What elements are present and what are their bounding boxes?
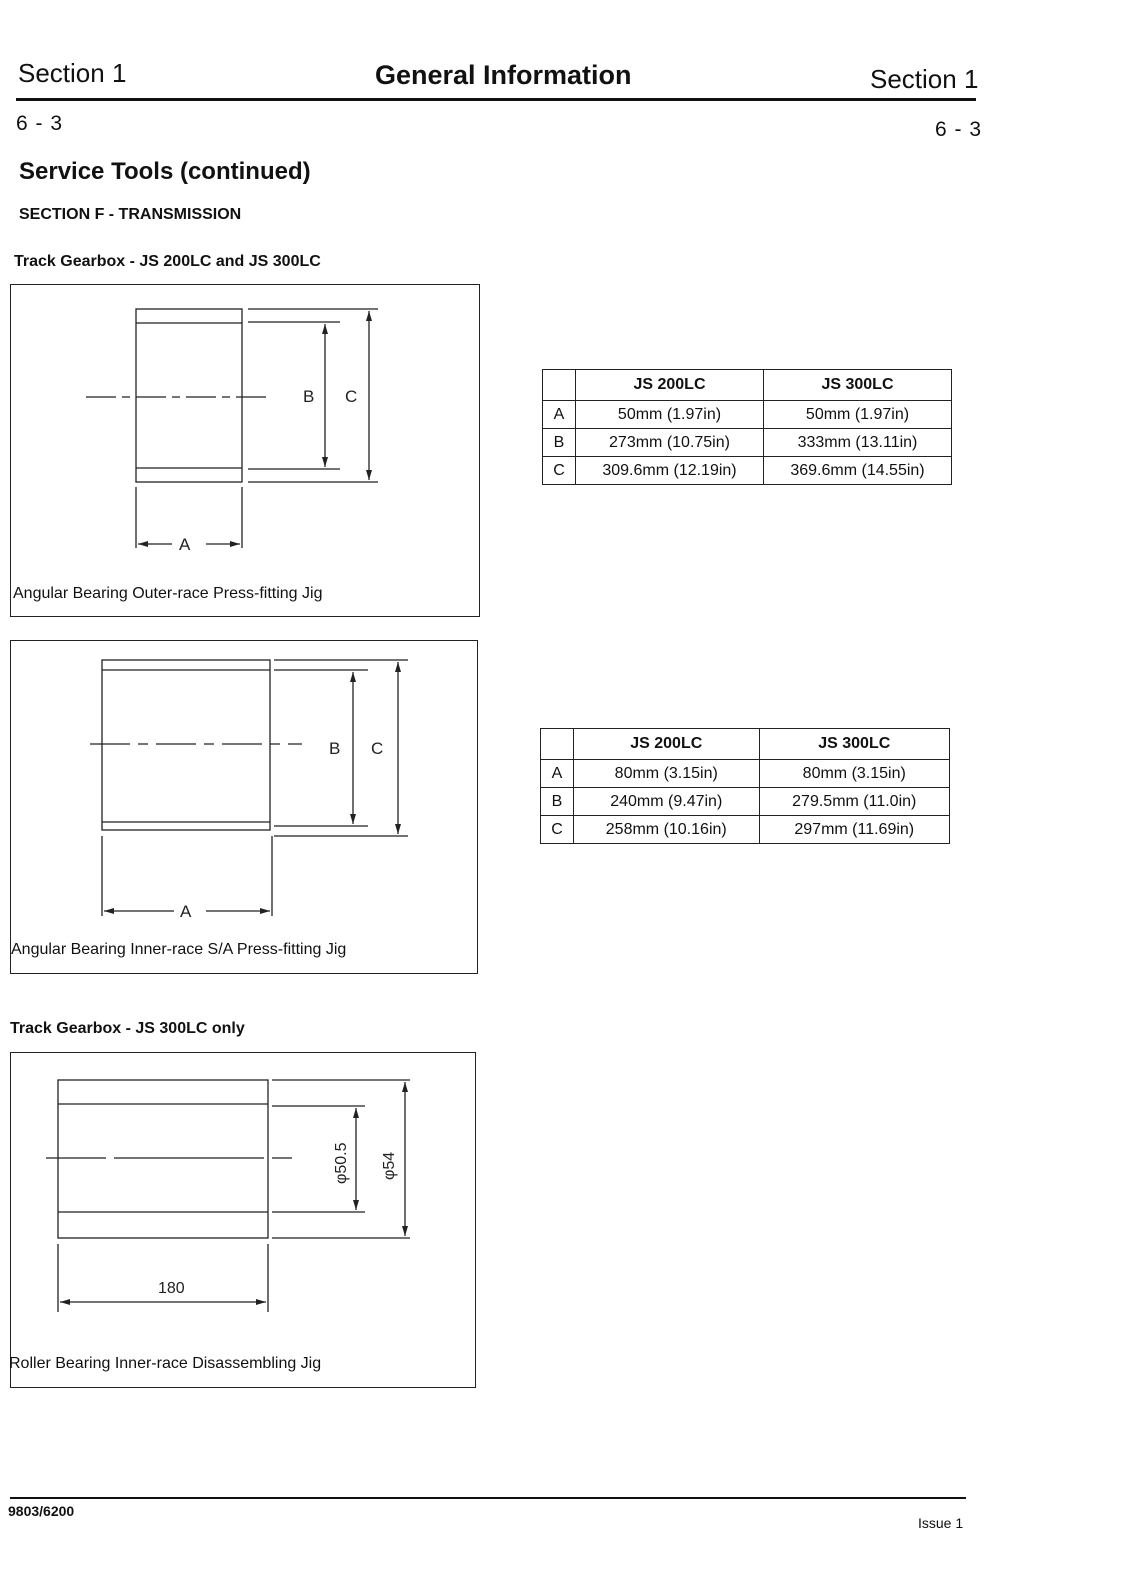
jig1-label-a: A: [179, 535, 191, 554]
jig2-drawing: [10, 640, 478, 974]
jig3-label-length: 180: [158, 1280, 185, 1297]
table-cell: C: [543, 457, 576, 485]
jig1-caption: Angular Bearing Outer-race Press-fitting Jig: [13, 585, 323, 602]
table-cell: 50mm (1.97in): [576, 401, 764, 429]
group1-heading: Track Gearbox - JS 200LC and JS 300LC: [14, 253, 321, 270]
jig2-label-a: A: [180, 902, 192, 921]
table-cell: C: [541, 816, 574, 844]
table-cell: 297mm (11.69in): [759, 816, 949, 844]
jig3-caption: Roller Bearing Inner-race Disassembling Jig: [9, 1355, 322, 1372]
table-cell: B: [541, 788, 574, 816]
table-cell: 80mm (3.15in): [574, 760, 760, 788]
table-header-cell: JS 200LC: [576, 370, 764, 401]
jig1-label-c: C: [345, 387, 358, 406]
table-row: [543, 401, 952, 429]
jig2-figure: [10, 640, 478, 974]
jig3-figure: [10, 1052, 476, 1388]
table-cell: 50mm (1.97in): [764, 401, 952, 429]
table-header-cell: JS 300LC: [759, 729, 949, 760]
footer-issue: Issue 1: [918, 1515, 964, 1531]
table-row: [541, 760, 950, 788]
jig1-dimension-table: [542, 369, 952, 485]
header-section-left: Section 1: [18, 58, 127, 88]
table-row: [541, 788, 950, 816]
jig1-label-b: B: [303, 387, 315, 406]
jig2-caption: Angular Bearing Inner-race S/A Press-fitting Jig: [11, 941, 347, 958]
table-cell: 309.6mm (12.19in): [576, 457, 764, 485]
table-cell: B: [543, 429, 576, 457]
jig2-label-b: B: [329, 739, 341, 758]
jig1-drawing: [10, 284, 480, 617]
footer-rule: [10, 1497, 966, 1499]
table-header-cell: JS 300LC: [764, 370, 952, 401]
section-heading: SECTION F - TRANSMISSION: [19, 206, 242, 223]
header-rule: [16, 98, 976, 101]
page-number-left: 6 - 3: [16, 112, 64, 135]
jig2-label-c: C: [371, 739, 384, 758]
table-row: [541, 816, 950, 844]
table-header-row: [543, 370, 952, 401]
table-cell: 279.5mm (11.0in): [759, 788, 949, 816]
table-header-cell: [543, 370, 576, 401]
table-row: [543, 429, 952, 457]
jig3-label-outer-diameter: φ54: [381, 1151, 398, 1180]
jig1-figure: [10, 284, 480, 617]
jig3-drawing: [10, 1052, 476, 1388]
header-section-right: Section 1: [870, 64, 979, 94]
jig2-dimension-table: [540, 728, 950, 844]
table-cell: 258mm (10.16in): [574, 816, 760, 844]
table-cell: 333mm (13.11in): [764, 429, 952, 457]
table-row: [543, 457, 952, 485]
page-title: Service Tools (continued): [19, 158, 311, 185]
table-cell: A: [541, 760, 574, 788]
table-cell: 80mm (3.15in): [759, 760, 949, 788]
table-cell: 369.6mm (14.55in): [764, 457, 952, 485]
table-header-row: [541, 729, 950, 760]
table-header-cell: JS 200LC: [574, 729, 760, 760]
jig3-label-inner-diameter: φ50.5: [333, 1142, 350, 1184]
footer-doc-number: 9803/6200: [8, 1503, 75, 1519]
header-title: General Information: [375, 60, 632, 90]
table-header-cell: [541, 729, 574, 760]
group2-heading: Track Gearbox - JS 300LC only: [10, 1020, 245, 1037]
page-number-right: 6 - 3: [935, 118, 983, 141]
table-cell: 273mm (10.75in): [576, 429, 764, 457]
table-cell: 240mm (9.47in): [574, 788, 760, 816]
table-cell: A: [543, 401, 576, 429]
